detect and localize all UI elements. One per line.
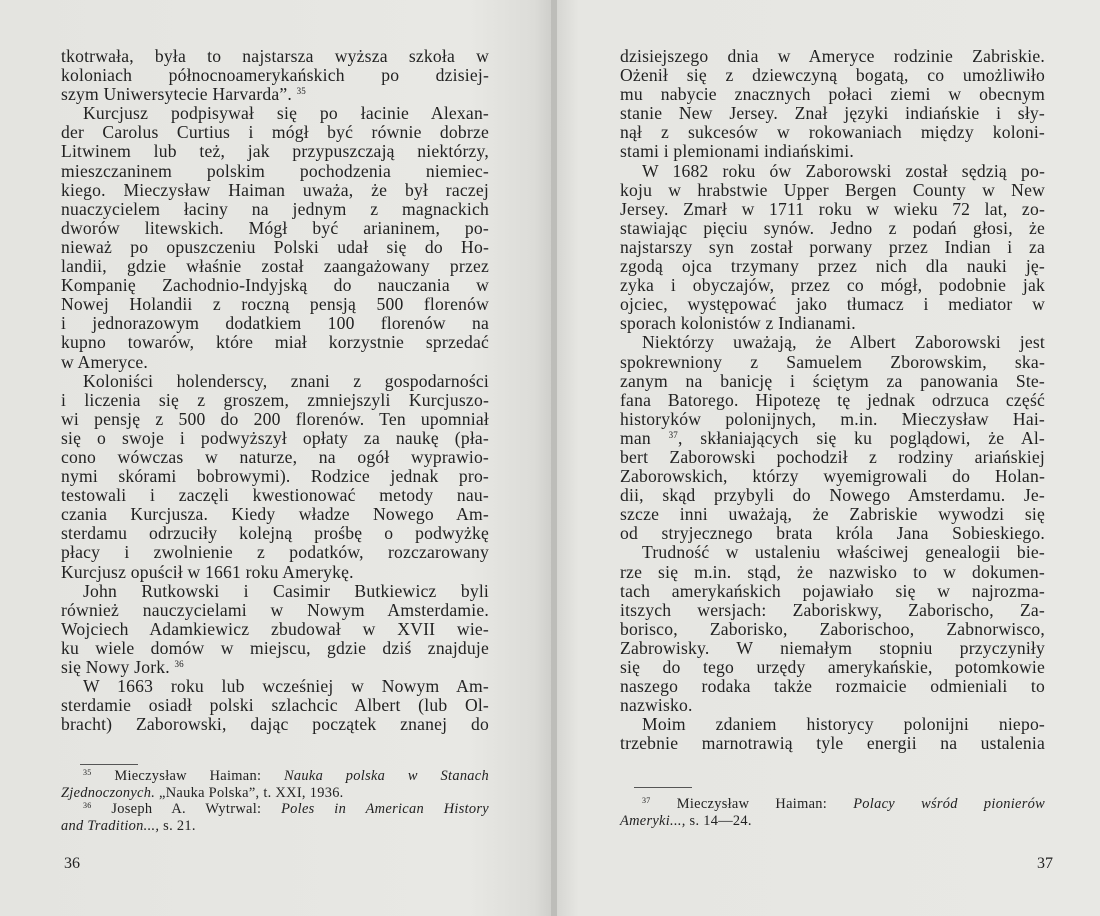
text-line: szcze inni uważają, że Zabriskie wywodzi się [620,504,1045,525]
text-line: borisco, Zaborisko, Zaborischoo, Zabnorwisco, [620,618,1045,639]
text-line: Ożenił się z dziewczyną bogatą, co umożliwiło [620,65,1045,86]
text-line: Trudność w ustaleniu właściwej genealogii bie- [642,542,1045,563]
footnote-36-cont: and Tradition..., s. 21. [61,817,196,834]
text-line: stawiając pięciu synów. Jedno z podań głosi, że [620,217,1045,238]
text-line: Kurcjusz opuścił w 1661 roku Amerykę. [61,561,354,582]
text-line: cono wówczas w naturze, na ogół wyprawio- [61,446,489,467]
text-line: spokrewniony z Samuelem Zborowskim, ska- [620,351,1045,372]
footnote-divider [80,764,138,765]
text-line: John Rutkowski i Casimir Butkiewicz byli [83,580,489,601]
text-line: koju w hrabstwie Upper Bergen County w New [620,179,1045,200]
text-line: tkotrwała, była to najstarsza wyższa szkoła w [61,46,489,66]
footnote-ref-37: 37 [668,429,679,440]
text-line: dworów litewskich. Mógł być arianinem, po- [61,217,489,238]
text-line: nazwisko. [620,695,693,716]
text-line: się do tego urzędy amerykańskie, potomkowie [620,657,1045,677]
text-line: W 1682 roku ów Zaborowski został sędzią po- [642,160,1045,181]
text-line: wi pensję z 500 do 200 florenów. Ten upomniał [61,408,489,429]
text-line: kupno towarów, które miał korzystnie sprzedać [61,332,489,353]
text-line: fana Batorego. Hipotezę tę jednak odrzuca część [620,389,1045,410]
text-line: i liczenia się z groszem, zmniejszyli Kurcjuszo- [61,389,489,410]
text-line: szym Uniwersytecie Harvarda”. $^{35}$ [61,84,307,105]
page-number: 37 [1037,855,1053,872]
text-line: się Nowy Jork. $^{36}$ [61,657,184,677]
text-line: bracht) Zaborowski, dając początek znanej do [61,714,489,735]
text-line: landii, gdzie właśnie został zaangażowany przez [61,256,489,277]
text-line: Niektórzy uważają, że Albert Zaborowski jest [642,332,1045,353]
text-line: zyka i obyczajów, przez co mógł, podobnie jak [620,275,1045,296]
footnote-37: $^{37}$ Mieczysław Haiman: Polacy wśród pionierów [642,796,1045,812]
text-line: der Carolus Curtius i mógł być równie dobrze [61,122,489,143]
footnote-35-cont: Zjednoczonych. „Nauka Polska”, t. XXI, 1936. [61,784,344,801]
text-line: się o swoje i podwyższył opłaty za naukę (pła- [61,427,489,448]
text-line: zanym na banicję i ściętym za panowania Ste- [620,370,1045,391]
text-line: testowali i zaczęli kwestionować metody nau- [61,485,489,506]
footnote-divider [634,787,692,788]
text-line: Kompanię Zachodnio-Indyjską do nauczania w [61,275,489,296]
text-line: nuaczycielem łaciny na jednym z magnackich [61,198,489,219]
text-line: nymi skórami bobrowymi). Rodzice jednak pro- [61,466,489,487]
text-line: najstarszy syn został porwany przez Indian i za [620,236,1045,257]
text-line: dzisiejszego dnia w Ameryce rodzinie Zabriskie. [620,46,1045,66]
text-line: nął z sukcesów w rokowaniach między koloni- [620,122,1045,143]
footnote-35: $^{35}$ Mieczysław Haiman: Nauka polska w Stanach [83,768,489,784]
text-line: W 1663 roku lub wcześniej w Nowym Am- [83,676,489,697]
right-body-text [620,47,1045,753]
text-line: mu nabycie znacznych połaci ziemi w obecnym [620,84,1045,105]
text-line: płacy i zwolnienie z podatków, rozczarowany [61,542,489,563]
footnote-ref-36: 36 [174,659,184,669]
text-line: w Ameryce. [61,351,149,372]
right-page [557,0,1100,916]
text-line: ku wiele domów w miejscu, gdzie dziś znajduje [61,637,489,658]
text-line: naszego rodaka także rozmaicie odmieniali to [620,676,1045,697]
text-line: koloniach północnoamerykańskich po dzisiej- [61,65,489,86]
text-line: Kurcjusz podpisywał się po łacinie Alexan- [83,103,489,124]
text-line: dii, skąd przybyli do Nowego Amsterdamu. Je- [620,485,1045,506]
text-line: Nowej Holandii z roczną pensją 500 florenów [61,294,489,315]
text-line: zgodą ojca trzymany przez nich dla nauki ję- [620,256,1045,277]
text-line: Koloniści holenderscy, znani z gospodarności [83,370,489,391]
text-line: i jednorazowym dodatkiem 100 florenów na [61,313,489,334]
text-line: Zaborowskich, którzy wyemigrowali do Holan- [620,466,1045,487]
text-line: itszych wersjach: Zaboriskwy, Zaborischo, Za- [620,599,1045,620]
text-line: sterdamie osiadł polski szlachcic Albert (lub Ol- [61,695,489,716]
text-line: nieważ po opuszczeniu Polski udał się do Ho- [61,236,489,257]
text-line: stami i plemionami indiańskimi. [620,141,854,162]
footnote-36: $^{36}$ Joseph A. Wytrwal: Poles in American History [83,801,489,818]
text-line: Litwinem lub też, jak przypuszczają niektórzy, [61,141,489,162]
text-line: Moim zdaniem historycy polonijni niepo- [642,714,1045,735]
text-line: od stryjecznego brata króla Jana Sobieskiego. [620,523,1045,544]
text-line: sporach kolonistów z Indianami. [620,313,856,334]
text-line: trzebnie marnotrawią tyle energii na ustalenia [620,733,1045,754]
text-line: czania Kurcjusza. Kiedy władze Nowego Am- [61,504,489,525]
left-body-text [61,47,489,734]
text-line: stanie New Jersey. Znał języki indiańskie i sły- [620,103,1045,124]
footnote-37-cont: Ameryki..., s. 14—24. [620,812,752,829]
text-line: man $^{37}$, skłaniających się ku poglądowi, że Al- [620,427,1045,448]
text-line: Wojciech Adamkiewicz zbudował w XVII wie- [61,618,489,639]
text-line: historyków polonijnych, m.in. Mieczysław Hai- [620,408,1045,429]
page-number: 36 [64,855,80,872]
text-line: tach amerykańskich pojawiało się w najrozma- [620,580,1045,601]
text-line: rze się m.in. stąd, że nazwisko to w dokumen- [620,561,1045,582]
text-line: również nauczycielami w Nowym Amsterdamie. [61,599,489,620]
text-line: Jersey. Zmarł w 1711 roku w wieku 72 lat, zo- [620,198,1045,219]
text-line: sterdamu odrzuciły kolejną prośbę o podwyżkę [61,523,489,544]
left-footnotes [61,768,489,834]
text-line: mieszczaninem polskim pochodzenia niemiec- [61,160,489,181]
text-line: kiego. Mieczysław Haiman uważa, że był raczej [61,179,489,200]
text-line: ojciec, występować jako tłumacz i mediator w [620,294,1045,315]
footnote-ref-35: 35 [296,86,307,97]
right-footnotes [620,796,1045,829]
text-line: bert Zaborowski pochodził z rodziny ariańskiej [620,446,1045,467]
text-line: Zabrowisky. W niemałym stopniu przyczyniły [620,637,1045,658]
